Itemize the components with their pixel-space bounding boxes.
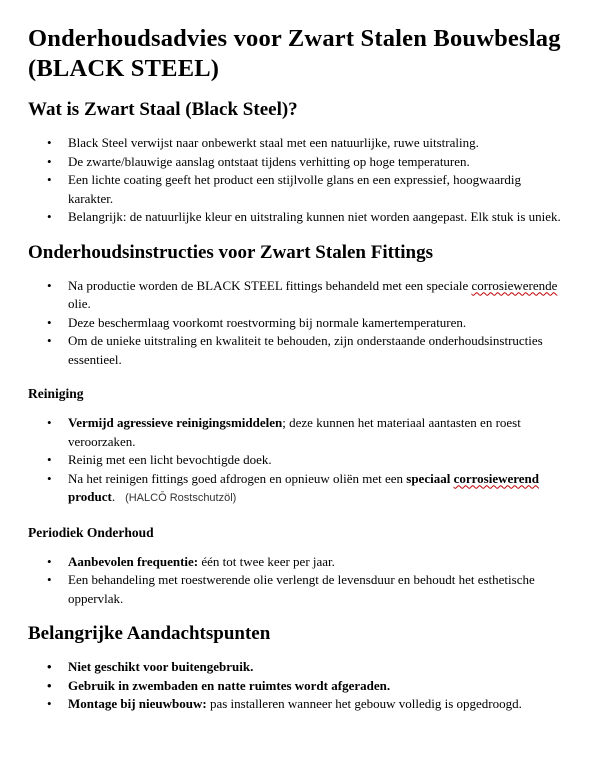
bullet-item (47, 553, 566, 572)
bullet-text: Na het reinigen fittings goed afdrogen en opnieuw oliën met een (68, 470, 407, 486)
bullet-item: • Een lichte coating geeft het product een stijlvolle glans en een expressief, hoogwaardig karakter. (47, 171, 566, 208)
bullet-bold-text: Vermijd agressieve reinigingsmiddelen (68, 415, 283, 430)
document-title: Onderhoudsadvies voor Zwart Stalen Bouwbeslag (BLACK STEEL) (28, 25, 561, 82)
product-note: (HALCŌ Rostschutzöl) (125, 492, 237, 504)
bullet-item: • De zwarte/blauwige aanslag ontstaat tijdens verhitting op hoge temperaturen. (47, 153, 566, 172)
bullet-bold-text: Aanbevolen frequentie: (68, 553, 199, 569)
bullet-text: olie. (68, 296, 91, 311)
bullet-text: pas installeren wanneer het gebouw volledig is opgedroogd. (206, 696, 522, 711)
what-is-bullet-list (28, 134, 566, 227)
bullet-text: ; deze kunnen het materiaal aantasten en roest veroorzaken. (68, 415, 521, 449)
bullet-item (47, 277, 566, 314)
sub-heading-periodic-maintenance: Periodiek Onderhoud (28, 524, 154, 540)
bullet-bold-text: product (68, 489, 112, 504)
bullet-item: • Om de unieke uitstraling en kwaliteit te behouden, zijn onderstaande onderhoudsinstructies essentieel. (47, 332, 566, 369)
bullet-bold-text: speciaal (406, 470, 454, 486)
bullet-item: • Niet geschikt voor buitengebruik. (47, 658, 566, 677)
section-heading-maintenance-instructions: Onderhoudsinstructies voor Zwart Stalen Fittings (28, 241, 434, 263)
bullet-text: . (111, 489, 116, 504)
maintenance-instructions-bullet-list (28, 277, 566, 370)
bullet-text: één tot twee keer per jaar. (198, 553, 335, 569)
cleaning-bullet-list (28, 414, 566, 508)
bullet-item: • Een behandeling met roestwerende olie verlengt de levensduur en behoudt het esthetische oppervlak. (47, 571, 566, 608)
bullet-item: • Belangrijk: de natuurlijke kleur en uitstraling kunnen niet worden aangepast. Elk stuk is uniek. (47, 208, 566, 227)
bullet-item (47, 695, 566, 714)
periodic-maintenance-bullet-list (28, 553, 566, 609)
spellchecked-word: corrosiewerende (471, 277, 558, 293)
sub-heading-cleaning: Reiniging (28, 386, 84, 401)
bullet-item: • Reinig met een licht bevochtigde doek. (47, 451, 566, 470)
bullet-item: • Deze beschermlaag voorkomt roestvorming bij normale kamertemperaturen. (47, 314, 566, 333)
bullet-text: Na productie worden de BLACK STEEL fittings behandeld met een speciale (68, 277, 472, 293)
bullet-item (47, 414, 566, 451)
bullet-item: • Gebruik in zwembaden en natte ruimtes wordt afgeraden. (47, 677, 566, 696)
bullet-item: • Black Steel verwijst naar onbewerkt staal met een natuurlijke, ruwe uitstraling. (47, 134, 566, 153)
spellchecked-word: corrosiewerend (453, 470, 540, 486)
bullet-item (47, 470, 566, 508)
important-notes-bullet-list (28, 658, 566, 714)
section-heading-important-notes: Belangrijke Aandachtspunten (28, 623, 271, 644)
section-heading-what-is: Wat is Zwart Staal (Black Steel)? (28, 99, 298, 120)
bullet-bold-text: Montage bij nieuwbouw: (68, 696, 207, 711)
